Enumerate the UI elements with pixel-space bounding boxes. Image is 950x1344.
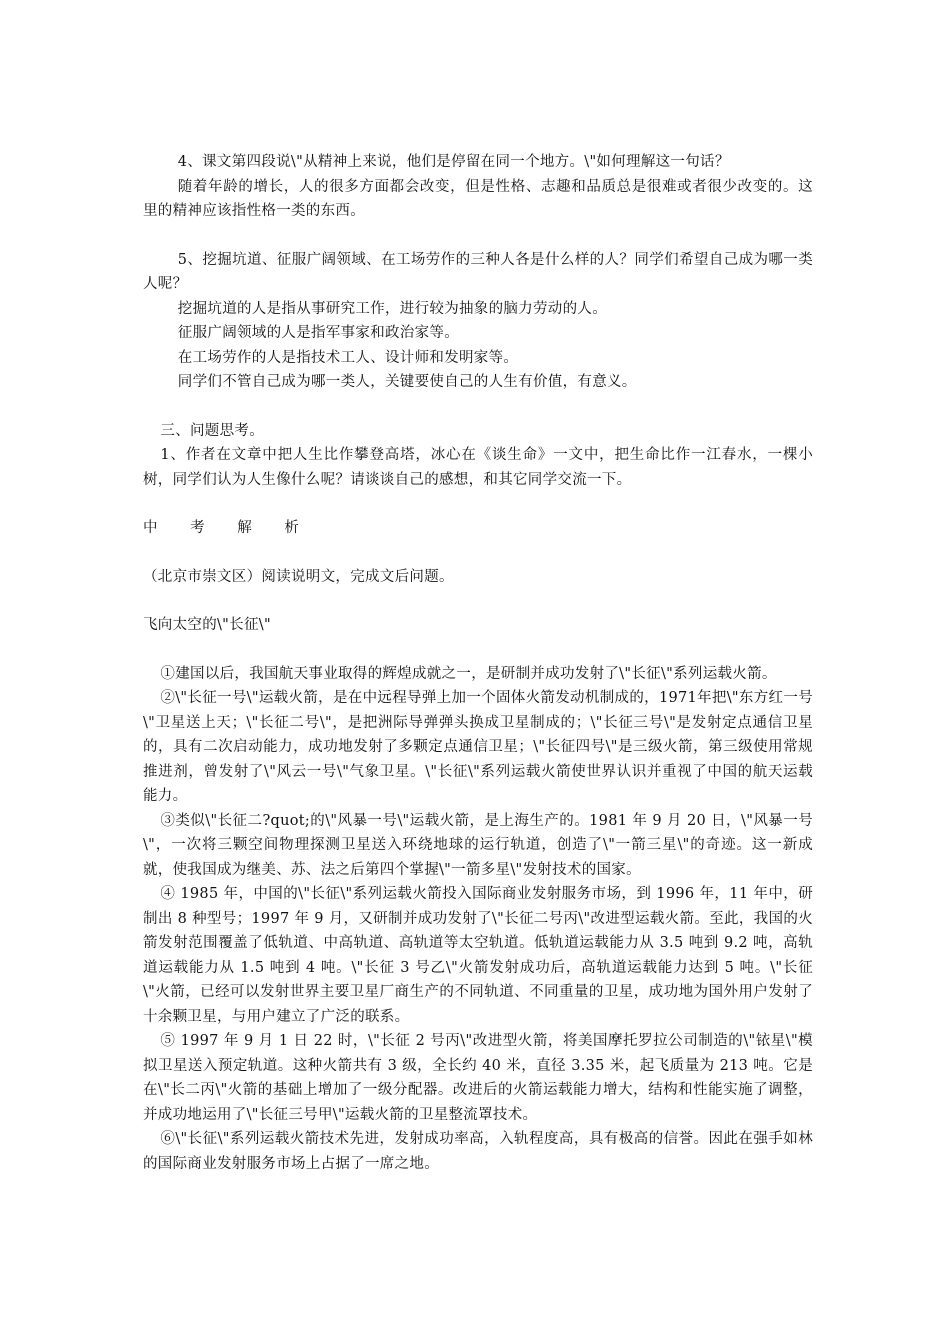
article-paragraph-5: ⑤ 1997 年 9 月 1 日 22 时，\"长征 2 号丙\"改进型火箭，将美国摩托罗拉公司制造的\"铱星\"模拟卫星送入预定轨道。这种火箭共有 3 级，全长约 40 米，直径 3.35 米，起飞质量为 213 吨。它是在\"长二丙\"火箭的基础上增加了一级分配器。改进后的火箭运载能力增大，结构和性能实施了调整，并成功地运用了\"长征三号甲\"运载火箭的卫星整流罩技术。 (143, 1033, 813, 1123)
spacer (143, 589, 813, 613)
spacer (143, 395, 813, 419)
spacer (143, 638, 813, 662)
answer-5-1: 挖掘坑道的人是指从事研究工作，进行较为抽象的脑力劳动的人。 (177, 300, 607, 317)
answer-5-2: 征服广阔领域的人是指军事家和政治家等。 (177, 325, 459, 341)
article-paragraph-3: ③类似\"长征二?quot;的\"风暴一号\"运载火箭，是上海生产的。1981 年 9 月 20 日，\"风暴一号\"，一次将三颗空间物理探测卫星送入环绕地球的运行轨道，创造了\"一箭三星\"的奇迹。这一新成就，使我国成为继美、苏、法之后第四个掌握\"一箭多星\"发射技术的国家。 (143, 812, 813, 878)
question-4: 4、课文第四段说\"从精神上来说，他们是停留在同一个地方。\"如何理解这一句话？ (177, 154, 730, 170)
article-paragraph-2: ②\"长征一号\"运载火箭，是在中远程导弹上加一个固体火箭发动机制成的，1971年把\"东方红一号\"卫星送上天；\"长征二号\"，是把洲际导弹弹头换成卫星制成的；\"长征三号\"是发射定点通信卫星的，具有二次启动能力，成功地发射了多颗定点通信卫星；\"长征四号\"是三级火箭，第三级使用常规推进剂，曾发射了\"风云一号\"气象卫星。\"长征\"系列运载火箭使世界认识并重视了中国的航天运载能力。 (143, 690, 813, 804)
answer-5-4: 同学们不管自己成为哪一类人，关键要使自己的人生有价值，有意义。 (177, 374, 637, 390)
article-paragraph-6: ⑥\"长征\"系列运载火箭技术先进，发射成功率高，入轨程度高，具有极高的信誉。因此在强手如林的国际商业发射服务市场上占据了一席之地。 (143, 1131, 813, 1172)
exam-heading: 中 考 解 析 (143, 520, 313, 536)
article-title: 飞向太空的\"长征\" (143, 617, 271, 633)
answer-4: 随着年龄的增长，人的很多方面都会改变，但是性格、志趣和品质总是很难或者很少改变的。这里的精神应该指性格一类的东西。 (143, 178, 813, 219)
spacer (143, 541, 813, 565)
section-heading: 三、问题思考。 (160, 422, 264, 439)
question-5: 5、挖掘坑道、征服广阔领域、在工场劳作的三种人各是什么样的人？同学们希望自己成为哪一类人呢？ (143, 251, 813, 292)
answer-5-3: 在工场劳作的人是指技术工人、设计师和发明家等。 (177, 349, 519, 366)
article-paragraph-1: ①建国以后，我国航天事业取得的辉煌成就之一，是研制并成功发射了\"长征\"系列运载火箭。 (160, 665, 777, 682)
spacer (143, 224, 813, 248)
section-item-1: 1、作者在文章中把人生比作攀登高塔，冰心在《谈生命》一文中，把生命比作一江春水，一棵小树，同学们认为人生像什么呢？请谈谈自己的感想，和其它同学交流一下。 (143, 447, 813, 488)
article-paragraph-4: ④ 1985 年，中国的\"长征\"系列运载火箭投入国际商业发射服务市场，到 1996 年，11 年中，研制出 8 种型号；1997 年 9 月，又研制并成功发射了\"长征二号丙\"改进型运载火箭。至此，我国的火箭发射范围覆盖了低轨道、中高轨道、高轨道等太空轨道。低轨道运载能力从 3.5 吨到 9.2 吨，高轨道运载能力从 1.5 吨到 4 吨。\"长征 3 号乙\"火箭发射成功后，高轨道运载能力达到 5 吨。\"长征\"火箭，已经可以发射世界主要卫星厂商生产的不同轨道、不同重量的卫星，成功地为国外用户发射了十余颗卫星，与用户建立了广泛的联系。 (143, 886, 813, 1025)
document-page (143, 150, 813, 1176)
exam-source: （北京市崇文区）阅读说明文，完成文后问题。 (143, 568, 454, 585)
spacer (143, 492, 813, 516)
